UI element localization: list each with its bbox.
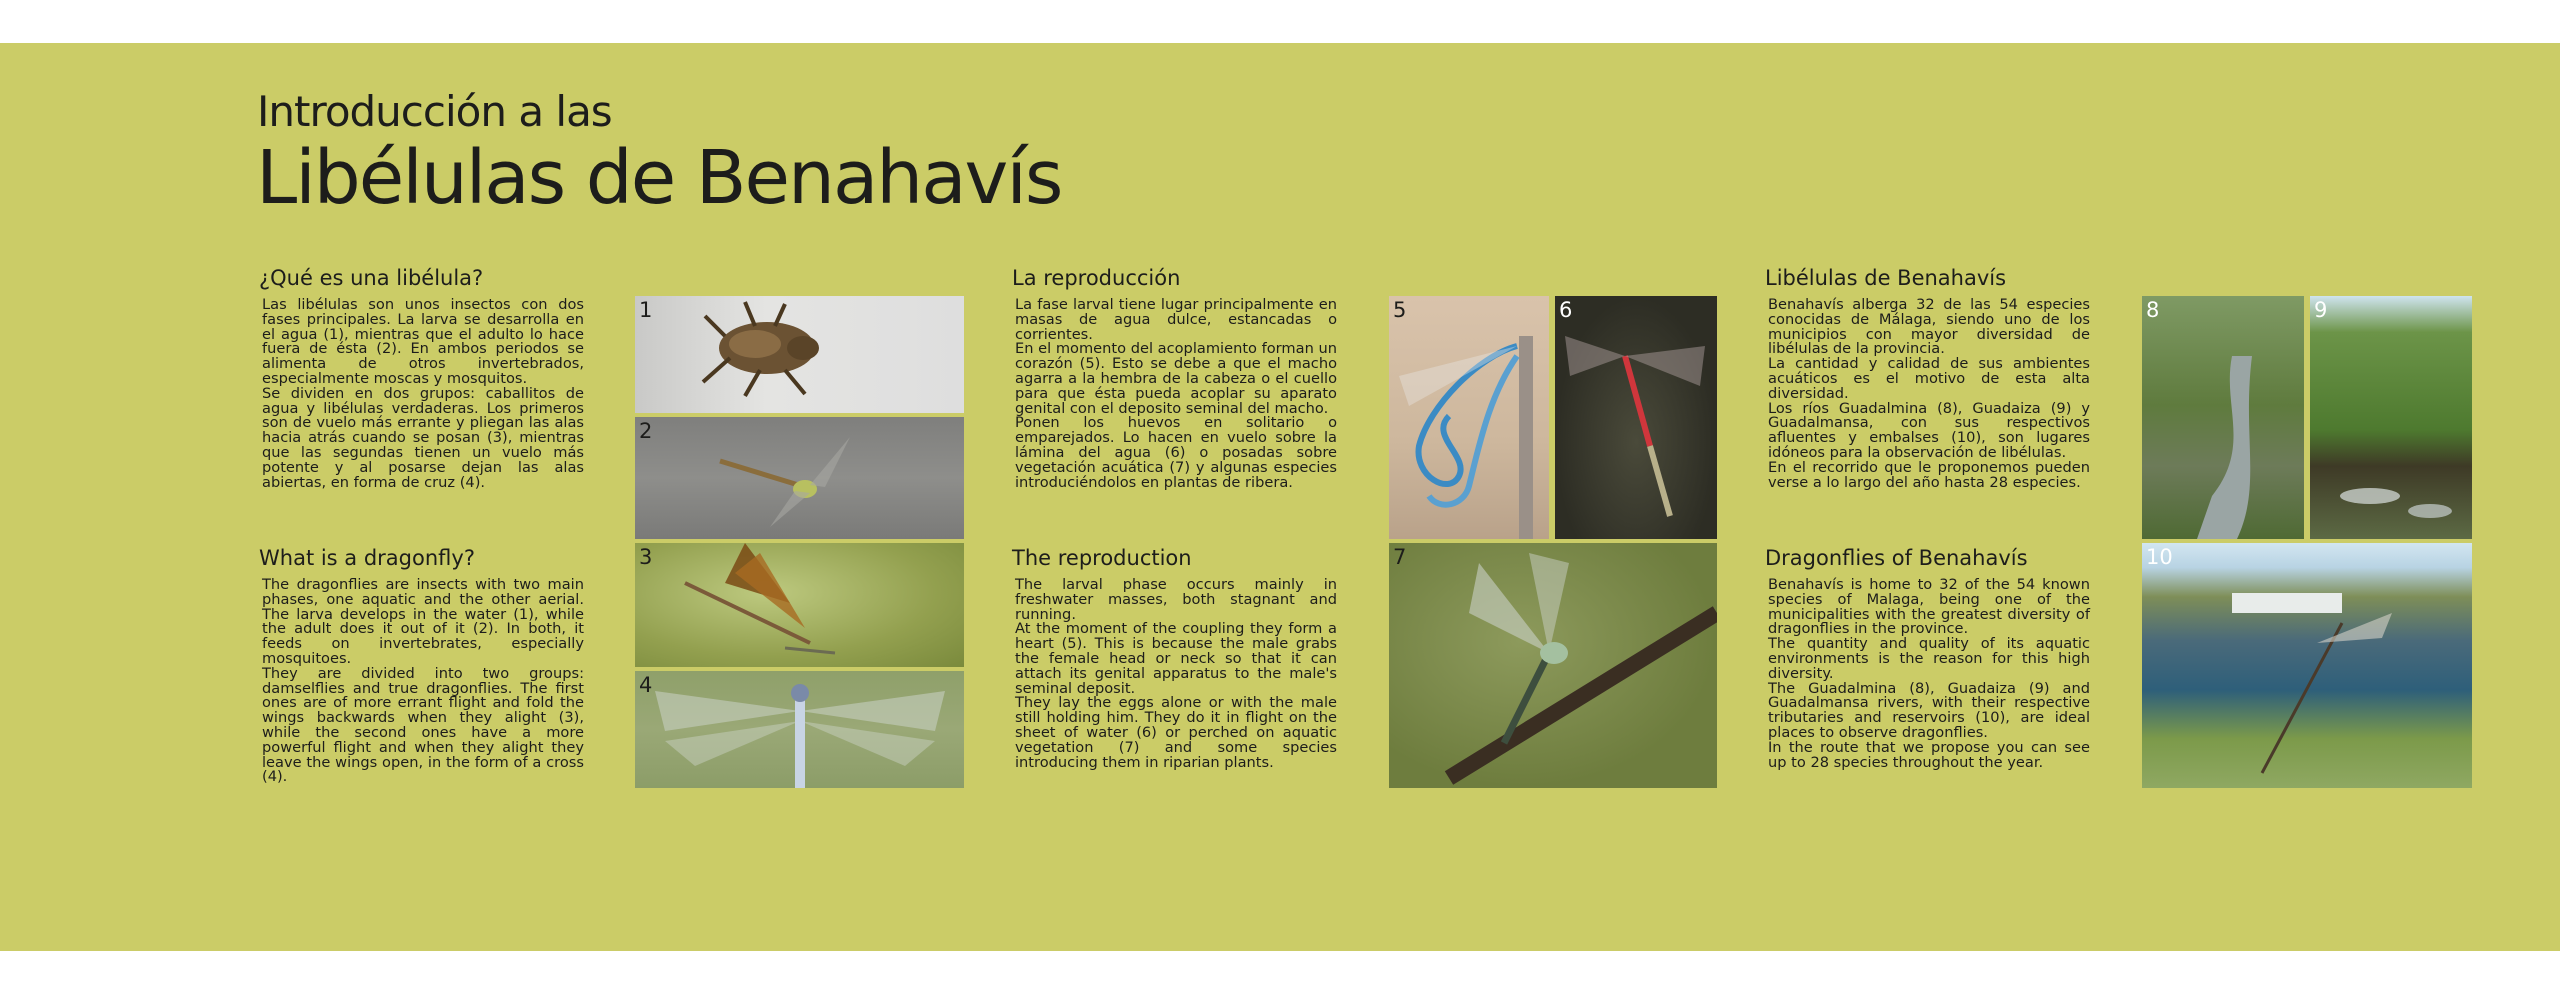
paragraph: At the moment of the coupling they form a heart (5). This is because the male grabs the female head or neck so that it can attach its genital apparatus to the male's seminal deposit. [1015, 620, 1337, 697]
paragraph: Ponen los huevos en solitario o emparejados. Lo hacen en vuelo sobre la lámina del agua (6) o posadas sobre vegetación acuática (7) y algunas especies introduciéndolos en plantas de ribera. [1015, 414, 1337, 491]
photo-number: 7 [1393, 545, 1407, 569]
photo-number: 5 [1393, 298, 1407, 322]
paragraph: La fase larval tiene lugar principalmente en masas de agua dulce, estancadas o corrientes. [1015, 296, 1337, 343]
paragraph: Benahavís alberga 32 de las 54 especies conocidas de Málaga, siendo uno de los municipios con mayor diversidad de libélulas de la provincia. [1768, 296, 2090, 358]
paragraph: La cantidad y calidad de sus ambientes acuáticos es el motivo de esta alta diversidad. [1768, 355, 2090, 402]
photo-river-guadalmina [2142, 296, 2304, 539]
red-dragonfly-illustration [1555, 296, 1717, 539]
paragraph: Benahavís is home to 32 of the 54 known species of Malaga, being one of the municipalities with the greatest diversity of dragonflies in the province. [1768, 576, 2090, 638]
mating-heart-illustration [1389, 296, 1549, 539]
paragraph: Las libélulas son unos insectos con dos fases principales. La larva se desarrolla en el agua (1), mientras que el adulto lo hace fuera de ésta (2). En ambos periodos se alimenta de otros invertebrados, especialmente moscas y mosquitos. [262, 296, 584, 387]
photo-mating-heart [1389, 296, 1549, 539]
paragraph: They lay the eggs alone or with the male still holding him. They do it in flight on the sheet of water (6) or perched on aquatic vegetation (7) and some species introducing them in riparian plants. [1015, 694, 1337, 771]
photo-flying-dragonfly [635, 417, 964, 539]
heading-que-es: ¿Qué es una libélula? [259, 266, 484, 290]
paragraph: They are divided into two groups: damselflies and true dragonflies. The first ones are of more errant flight and fold the wings backwards when they alight (3), while the second ones have a more powerful flight and when they alight they leave the wings open, in the form of a cross (4). [262, 664, 584, 786]
heading-reproduction: The reproduction [1012, 546, 1192, 570]
photo-damselfly [635, 543, 964, 667]
poster-panel [0, 43, 2560, 951]
flying-dragonfly-illustration [635, 417, 964, 539]
text-what-is [262, 578, 584, 785]
paragraph: En el momento del acoplamiento forman un corazón (5). Esto se debe a que el macho agarra a la hembra de la cabeza o el cuello para que ésta pueda acoplar su aparato genital con el deposito seminal del macho. [1015, 340, 1337, 417]
heading-what-is: What is a dragonfly? [259, 546, 475, 570]
larva-illustration [635, 296, 964, 413]
text-libelulas-benahavis [1768, 298, 2090, 490]
photo-number: 3 [639, 545, 653, 569]
heading-libelulas-benahavis: Libélulas de Benahavís [1765, 266, 2007, 290]
text-dragonflies-benahavis [1768, 578, 2090, 770]
damselfly-illustration [635, 543, 964, 667]
photo-larva [635, 296, 964, 413]
paragraph: The dragonflies are insects with two main phases, one aquatic and the other aerial. The larva develops in the water (1), while the adult does it out of it (2). In both, it feeds on invertebrates, especially mosquitoes. [262, 576, 584, 667]
photo-perched-dragonfly [1389, 543, 1717, 788]
photo-reservoir [2142, 543, 2472, 788]
photo-true-dragonfly [635, 671, 964, 788]
text-reproduction [1015, 578, 1337, 770]
text-reproduccion [1015, 298, 1337, 490]
photo-number: 4 [639, 673, 653, 697]
page-title: Libélulas de Benahavís [256, 135, 1062, 221]
true-dragonfly-illustration [635, 671, 964, 788]
paragraph: En el recorrido que le proponemos pueden verse a lo largo del año hasta 28 especies. [1768, 458, 2090, 491]
paragraph: In the route that we propose you can see up to 28 species throughout the year. [1768, 738, 2090, 771]
photo-number: 8 [2146, 298, 2160, 322]
photo-river-guadaiza [2310, 296, 2472, 539]
paragraph: Los ríos Guadalmina (8), Guadaiza (9) y Guadalmansa, con sus respectivos afluentes y embalses (10), son lugares idóneos para la observación de libélulas. [1768, 399, 2090, 461]
photo-number: 10 [2146, 545, 2173, 569]
photo-number: 2 [639, 419, 653, 443]
paragraph: The quantity and quality of its aquatic environments is the reason for this high diversity. [1768, 635, 2090, 682]
paragraph: The larval phase occurs mainly in freshwater masses, both stagnant and running. [1015, 576, 1337, 623]
river-illustration [2142, 296, 2304, 539]
paragraph: Se dividen en dos grupos: caballitos de agua y libélulas verdaderas. Los primeros son de vuelo más errante y pliegan las alas hacia atrás cuando se posan (3), mientras que las segundas tienen un vuelo más potente y al posarse dejan las alas abiertas, en forma de cruz (4). [262, 384, 584, 491]
photo-number: 9 [2314, 298, 2328, 322]
photo-red-dragonfly [1555, 296, 1717, 539]
paragraph: The Guadalmina (8), Guadaiza (9) and Guadalmansa rivers, with their respective tributaries and reservoirs (10), are ideal places to observe dragonflies. [1768, 679, 2090, 741]
photo-number: 1 [639, 298, 653, 322]
text-que-es [262, 298, 584, 490]
heading-dragonflies-benahavis: Dragonflies of Benahavís [1765, 546, 2028, 570]
stream-illustration [2310, 296, 2472, 539]
title-kicker: Introducción a las [257, 87, 612, 136]
photo-number: 6 [1559, 298, 1573, 322]
perched-dragonfly-illustration [1389, 543, 1717, 788]
reservoir-illustration [2142, 543, 2472, 788]
heading-reproduccion: La reproducción [1012, 266, 1181, 290]
